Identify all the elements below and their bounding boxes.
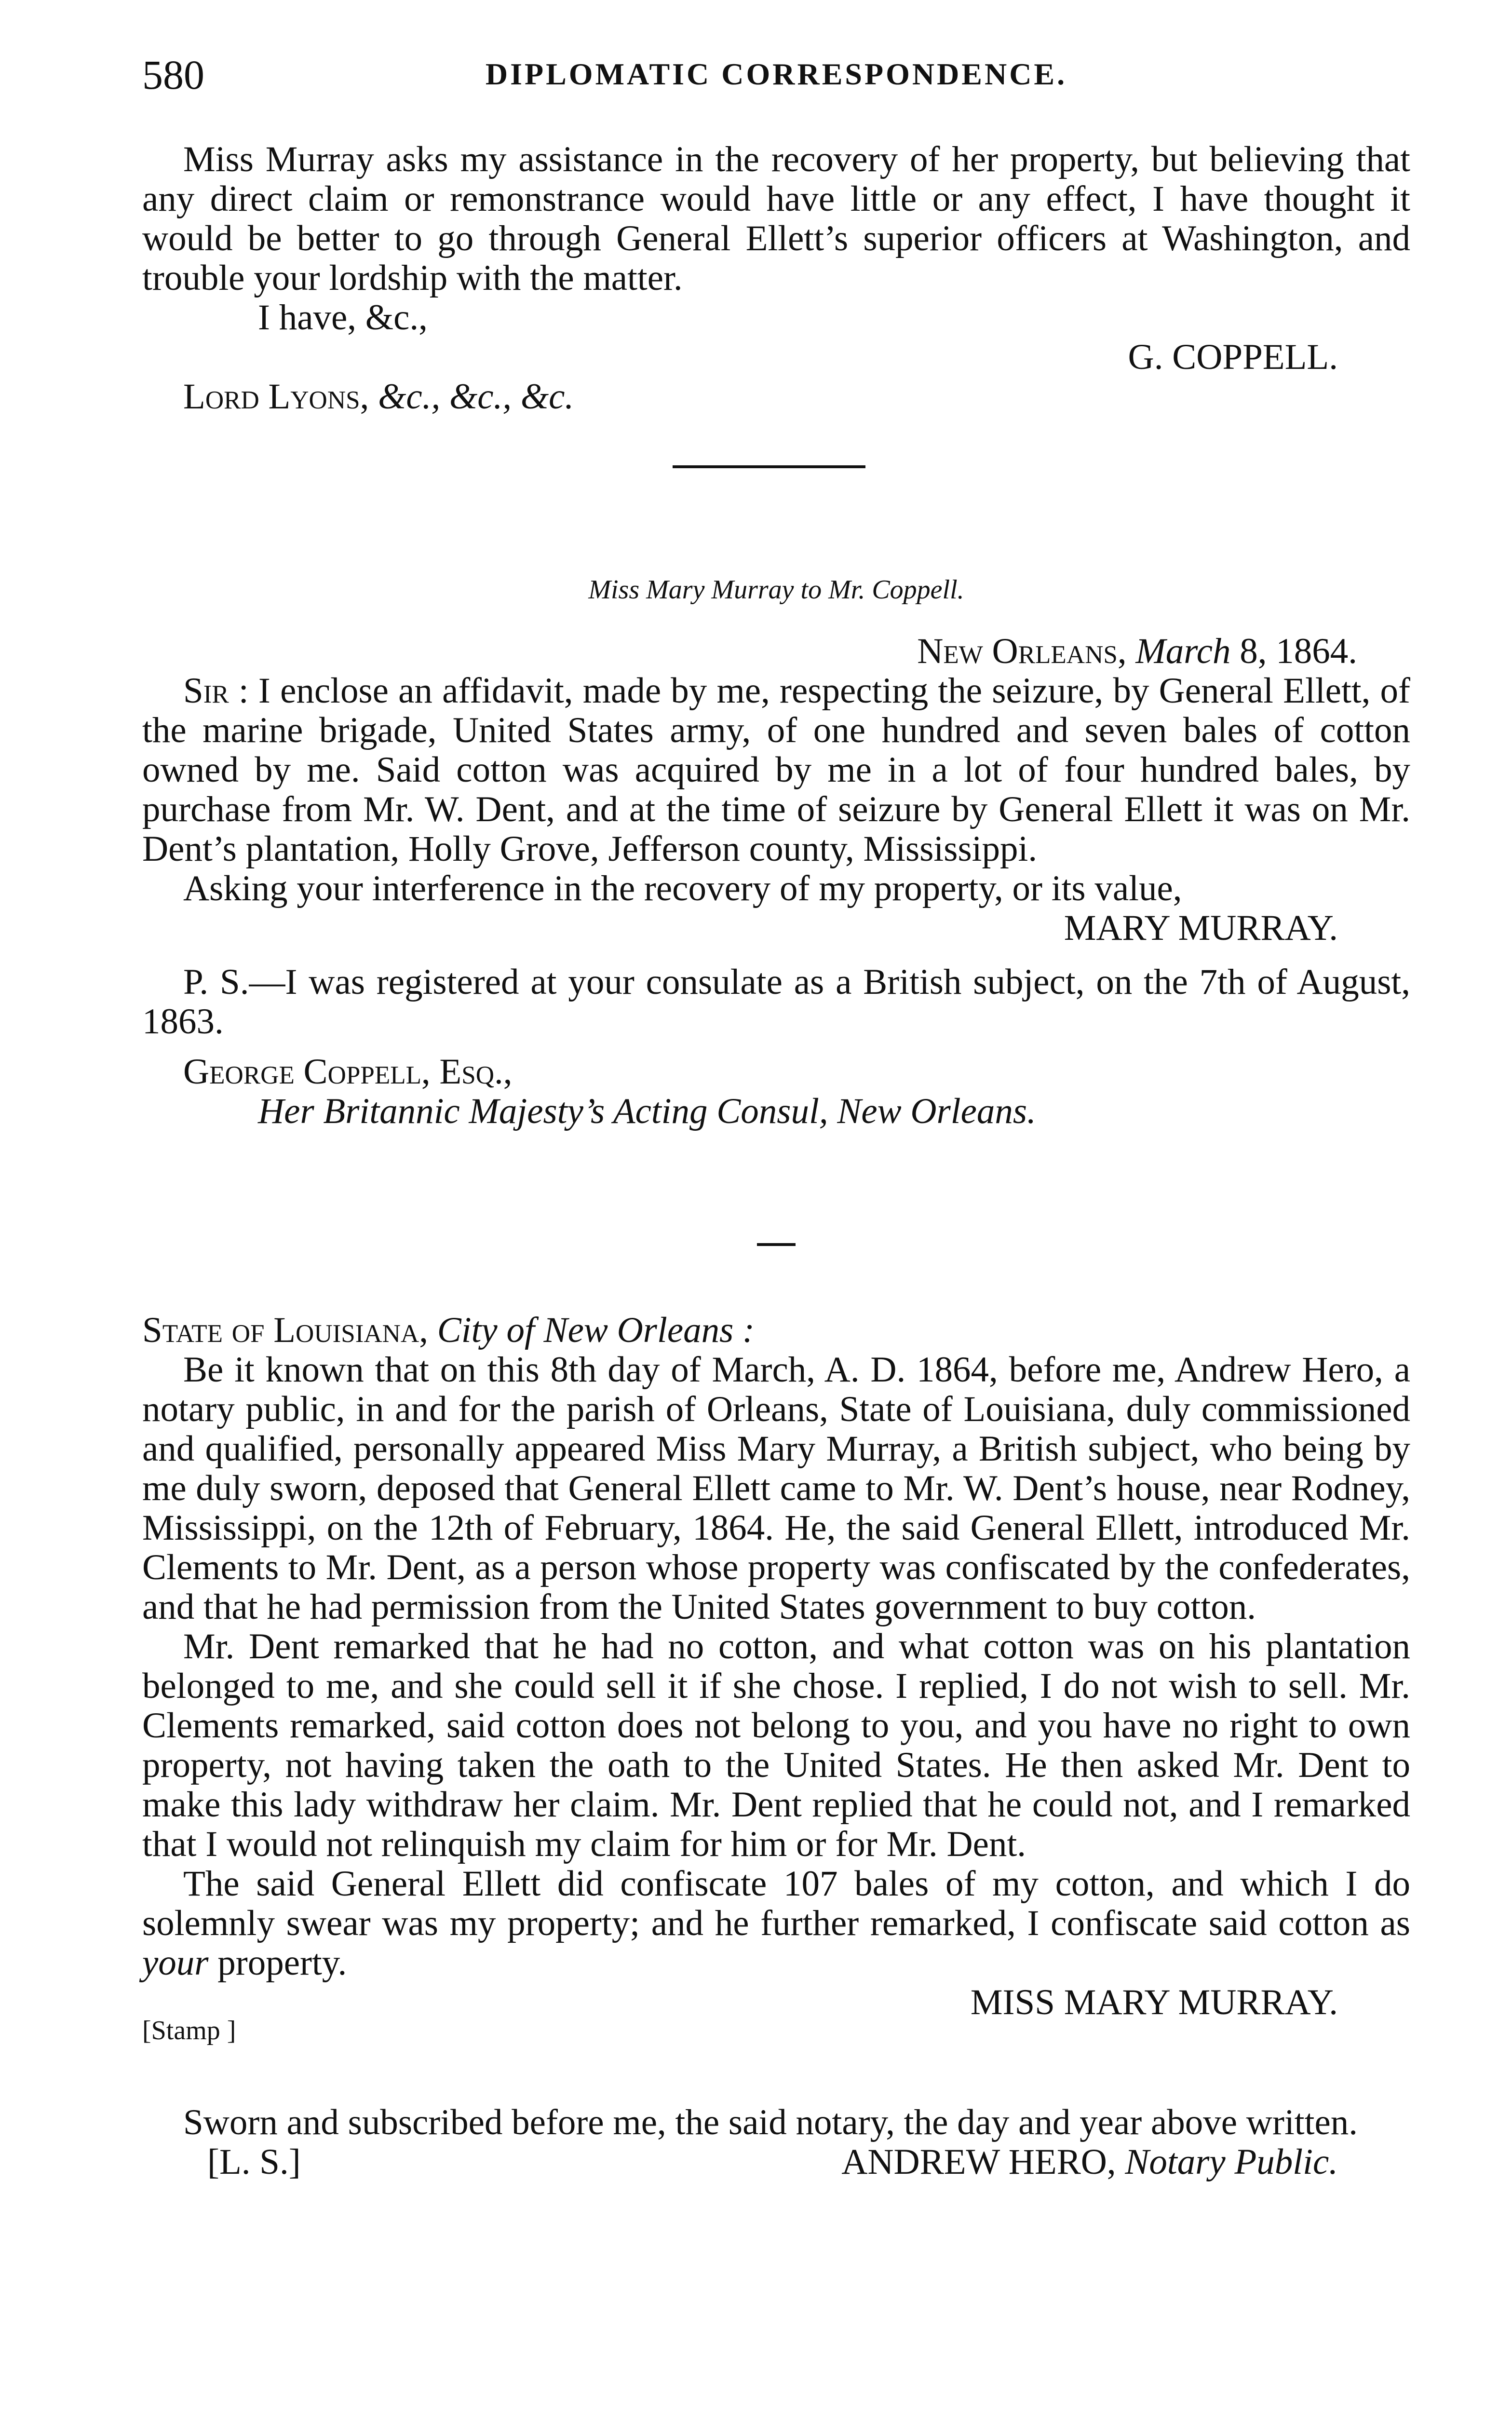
notary-line bbox=[142, 2142, 1410, 2186]
running-head: DIPLOMATIC CORRESPONDENCE. bbox=[485, 57, 1067, 91]
affidavit-venue-state: State of Louisiana, bbox=[142, 1310, 428, 1350]
separator-rule-1 bbox=[673, 465, 865, 468]
letter2-date-month: March bbox=[1135, 631, 1231, 671]
letter1-addressee-etc: &c., &c., &c. bbox=[378, 377, 574, 417]
letter2-dateline bbox=[142, 632, 1410, 671]
letter2-place: New Orleans, bbox=[917, 631, 1127, 671]
letter2-date-rest: 8, 1864. bbox=[1240, 631, 1357, 671]
affidavit-venue bbox=[142, 1311, 1410, 1350]
page-header bbox=[142, 51, 1410, 99]
letter2-closing: Asking your interference in the recovery of my property, or its value, bbox=[183, 868, 1182, 908]
letter2-addressee-name: George Coppell, Esq., bbox=[183, 1052, 513, 1092]
letter1-signature: G. COPPELL. bbox=[1128, 337, 1338, 377]
letter-murray-to-coppell bbox=[142, 573, 1410, 1131]
notary-signature bbox=[841, 2142, 1338, 2182]
letter1-addressee-name: Lord Lyons, bbox=[183, 377, 369, 417]
affidavit-paragraph-2: Mr. Dent remarked that he had no cotton, and what cotton was on his plantation belonged to me, and she could sell it if she chose. I replied, I do not wish to sell. Mr. Clements remarked, said cotton does not belong to you, and you have no right to own property, not having taken the oath to the United States. He then asked Mr. Dent to make this lady withdraw her claim. Mr. Dent replied that he could not, and I remarked that I would not relinquish my claim for him or for Mr. Dent. bbox=[142, 1626, 1410, 1864]
letter2-addressee-title: Her Britannic Majesty’s Acting Consul, New Orleans. bbox=[258, 1091, 1036, 1131]
affidavit-signature: MISS MARY MURRAY. bbox=[970, 1982, 1338, 2022]
seal-notation: [L. S.] bbox=[207, 2142, 301, 2182]
affidavit bbox=[142, 1311, 1410, 2186]
letter2-body: I enclose an affidavit, made by me, respecting the seizure, by General Ellett, of the marine brigade, United States army, of one hundred and seven bales of cotton owned by me. Said cotton was acquired by me in a lot of four hundred bales, by purchase from Mr. W. Dent, and at the time of seizure by General Ellett it was on Mr. Dent’s plantation, Holly Grove, Jefferson county, Mississippi. bbox=[142, 671, 1411, 869]
stamp-notation: [Stamp ] bbox=[142, 2016, 236, 2045]
letter1-addressee bbox=[142, 377, 1410, 417]
notary-name: ANDREW HERO, bbox=[841, 2142, 1116, 2182]
letter2-signature: MARY MURRAY. bbox=[1064, 908, 1338, 948]
affidavit-paragraph-3: The said General Ellett did confiscate 107 bales of my cotton, and which I do solemnly swear was my property; and he further remarked, I confiscate said cotton as your property. bbox=[142, 1864, 1410, 1983]
letter2-heading: Miss Mary Murray to Mr. Coppell. bbox=[588, 575, 964, 605]
affidavit-jurat: Sworn and subscribed before me, the said notary, the day and year above written. bbox=[183, 2102, 1358, 2142]
notary-title: Notary Public. bbox=[1125, 2142, 1338, 2182]
letter1-body: Miss Murray asks my assistance in the recovery of her property, but believing that any direct claim or remonstrance would have little or any effect, I have thought it would be better to go through General Ellett’s superior officers at Washington, and trouble your lordship with the matter. bbox=[142, 139, 1410, 298]
letter2-postscript: P. S.—I was registered at your consulate as a British subject, on the 7th of August, 1863. bbox=[142, 962, 1410, 1042]
letter-coppell-to-lyons bbox=[142, 140, 1410, 417]
letter2-salutation: Sir : bbox=[183, 671, 249, 711]
letter1-closing: I have, &c., bbox=[258, 298, 428, 338]
separator-rule-2 bbox=[757, 1243, 796, 1246]
page-number: 580 bbox=[142, 52, 204, 98]
affidavit-paragraph-1: Be it known that on this 8th day of March, A. D. 1864, before me, Andrew Hero, a notary public, in and for the parish of Orleans, State of Louisiana, duly commissioned and qualified, personally appeared Miss Mary Murray, a British subject, who being by me duly sworn, deposed that General Ellett came to Mr. W. Dent’s house, near Rodney, Mississippi, on the 12th of February, 1864. He, the said General Ellett, introduced Mr. Clements to Mr. Dent, as a person whose property was confiscated by the confederates, and that he had permission from the United States government to buy cotton. bbox=[142, 1350, 1410, 1627]
affidavit-venue-city: City of New Orleans : bbox=[437, 1310, 755, 1350]
